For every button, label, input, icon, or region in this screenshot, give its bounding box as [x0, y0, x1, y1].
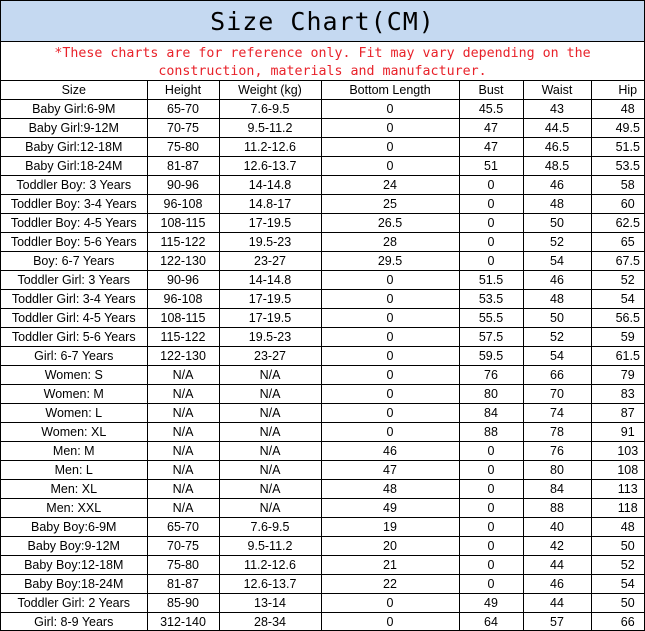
waist-cell: 74 [523, 404, 591, 423]
column-header-height: Height [147, 81, 219, 100]
bust-cell: 0 [459, 214, 523, 233]
hip-cell: 67.5 [591, 252, 645, 271]
size-cell: Men: XL [1, 480, 147, 499]
waist-cell: 54 [523, 347, 591, 366]
weight-cell: N/A [219, 423, 321, 442]
table-row [1, 499, 645, 518]
table-row [1, 233, 645, 252]
height-cell: 70-75 [147, 537, 219, 556]
waist-cell: 46.5 [523, 138, 591, 157]
hip-cell: 118 [591, 499, 645, 518]
weight-cell: 28-34 [219, 613, 321, 631]
height-cell: 70-75 [147, 119, 219, 138]
hip-cell: 53.5 [591, 157, 645, 176]
bust-cell: 0 [459, 233, 523, 252]
waist-cell: 42 [523, 537, 591, 556]
bust-cell: 53.5 [459, 290, 523, 309]
table-row [1, 176, 645, 195]
weight-cell: 13-14 [219, 594, 321, 613]
bottom-length-cell: 0 [321, 404, 459, 423]
table-row [1, 252, 645, 271]
weight-cell: 23-27 [219, 347, 321, 366]
weight-cell: 11.2-12.6 [219, 556, 321, 575]
waist-cell: 48 [523, 195, 591, 214]
hip-cell: 59 [591, 328, 645, 347]
size-cell: Women: XL [1, 423, 147, 442]
waist-cell: 50 [523, 309, 591, 328]
weight-cell: 11.2-12.6 [219, 138, 321, 157]
hip-cell: 108 [591, 461, 645, 480]
bust-cell: 47 [459, 138, 523, 157]
weight-cell: 17-19.5 [219, 309, 321, 328]
bottom-length-cell: 0 [321, 347, 459, 366]
hip-cell: 66 [591, 613, 645, 631]
hip-cell: 60 [591, 195, 645, 214]
bust-cell: 84 [459, 404, 523, 423]
size-cell: Toddler Girl: 5-6 Years [1, 328, 147, 347]
bust-cell: 0 [459, 442, 523, 461]
waist-cell: 44.5 [523, 119, 591, 138]
weight-cell: N/A [219, 366, 321, 385]
bust-cell: 64 [459, 613, 523, 631]
table-row [1, 119, 645, 138]
table-row [1, 347, 645, 366]
waist-cell: 40 [523, 518, 591, 537]
waist-cell: 50 [523, 214, 591, 233]
hip-cell: 91 [591, 423, 645, 442]
chart-title: Size Chart(CM) [1, 1, 644, 42]
table-row [1, 594, 645, 613]
table-row [1, 138, 645, 157]
bust-cell: 88 [459, 423, 523, 442]
table-row [1, 271, 645, 290]
bottom-length-cell: 49 [321, 499, 459, 518]
height-cell: N/A [147, 461, 219, 480]
table-row [1, 328, 645, 347]
table-row [1, 309, 645, 328]
hip-cell: 79 [591, 366, 645, 385]
waist-cell: 66 [523, 366, 591, 385]
height-cell: N/A [147, 423, 219, 442]
bust-cell: 51 [459, 157, 523, 176]
hip-cell: 62.5 [591, 214, 645, 233]
height-cell: 90-96 [147, 176, 219, 195]
height-cell: 96-108 [147, 195, 219, 214]
hip-cell: 65 [591, 233, 645, 252]
table-row [1, 537, 645, 556]
table-row [1, 461, 645, 480]
bottom-length-cell: 0 [321, 271, 459, 290]
table-row [1, 442, 645, 461]
waist-cell: 54 [523, 252, 591, 271]
bust-cell: 49 [459, 594, 523, 613]
weight-cell: 14-14.8 [219, 271, 321, 290]
bottom-length-cell: 0 [321, 594, 459, 613]
size-cell: Men: M [1, 442, 147, 461]
bust-cell: 0 [459, 176, 523, 195]
bust-cell: 0 [459, 252, 523, 271]
column-header-waist: Waist [523, 81, 591, 100]
weight-cell: N/A [219, 499, 321, 518]
waist-cell: 48.5 [523, 157, 591, 176]
waist-cell: 52 [523, 233, 591, 252]
bust-cell: 45.5 [459, 100, 523, 119]
height-cell: N/A [147, 366, 219, 385]
table-body [1, 100, 645, 631]
size-cell: Baby Girl:12-18M [1, 138, 147, 157]
waist-cell: 46 [523, 271, 591, 290]
bust-cell: 76 [459, 366, 523, 385]
waist-cell: 88 [523, 499, 591, 518]
column-header-size: Size [1, 81, 147, 100]
waist-cell: 84 [523, 480, 591, 499]
waist-cell: 80 [523, 461, 591, 480]
bust-cell: 0 [459, 480, 523, 499]
hip-cell: 54 [591, 290, 645, 309]
hip-cell: 52 [591, 556, 645, 575]
height-cell: N/A [147, 385, 219, 404]
bust-cell: 51.5 [459, 271, 523, 290]
bust-cell: 0 [459, 195, 523, 214]
size-cell: Baby Boy:18-24M [1, 575, 147, 594]
hip-cell: 54 [591, 575, 645, 594]
size-cell: Toddler Girl: 4-5 Years [1, 309, 147, 328]
table-row [1, 290, 645, 309]
weight-cell: N/A [219, 461, 321, 480]
hip-cell: 51.5 [591, 138, 645, 157]
waist-cell: 70 [523, 385, 591, 404]
height-cell: 108-115 [147, 214, 219, 233]
table-row [1, 157, 645, 176]
table-row [1, 613, 645, 631]
weight-cell: 17-19.5 [219, 290, 321, 309]
column-header-bottom-length: Bottom Length [321, 81, 459, 100]
waist-cell: 46 [523, 575, 591, 594]
height-cell: N/A [147, 480, 219, 499]
waist-cell: 43 [523, 100, 591, 119]
bottom-length-cell: 25 [321, 195, 459, 214]
bust-cell: 55.5 [459, 309, 523, 328]
size-cell: Toddler Boy: 4-5 Years [1, 214, 147, 233]
hip-cell: 83 [591, 385, 645, 404]
weight-cell: N/A [219, 404, 321, 423]
disclaimer-note: *These charts are for reference only. Fit may vary depending on the construction, materials and manufacturer. [1, 42, 644, 81]
height-cell: 90-96 [147, 271, 219, 290]
height-cell: 312-140 [147, 613, 219, 631]
size-cell: Men: L [1, 461, 147, 480]
size-cell: Baby Boy:9-12M [1, 537, 147, 556]
bottom-length-cell: 0 [321, 157, 459, 176]
bust-cell: 0 [459, 556, 523, 575]
table-row [1, 214, 645, 233]
size-cell: Girl: 6-7 Years [1, 347, 147, 366]
hip-cell: 48 [591, 518, 645, 537]
bottom-length-cell: 46 [321, 442, 459, 461]
weight-cell: 17-19.5 [219, 214, 321, 233]
weight-cell: 12.6-13.7 [219, 157, 321, 176]
weight-cell: 7.6-9.5 [219, 100, 321, 119]
bottom-length-cell: 47 [321, 461, 459, 480]
size-cell: Women: M [1, 385, 147, 404]
size-cell: Men: XXL [1, 499, 147, 518]
table-row [1, 100, 645, 119]
height-cell: 65-70 [147, 518, 219, 537]
weight-cell: 12.6-13.7 [219, 575, 321, 594]
size-cell: Toddler Girl: 3 Years [1, 271, 147, 290]
bottom-length-cell: 22 [321, 575, 459, 594]
column-header-weight: Weight (kg) [219, 81, 321, 100]
size-cell: Baby Boy:6-9M [1, 518, 147, 537]
height-cell: 75-80 [147, 556, 219, 575]
size-cell: Toddler Girl: 2 Years [1, 594, 147, 613]
weight-cell: 14.8-17 [219, 195, 321, 214]
hip-cell: 61.5 [591, 347, 645, 366]
table-row [1, 404, 645, 423]
weight-cell: 7.6-9.5 [219, 518, 321, 537]
height-cell: 81-87 [147, 575, 219, 594]
bottom-length-cell: 48 [321, 480, 459, 499]
size-cell: Baby Boy:12-18M [1, 556, 147, 575]
bottom-length-cell: 0 [321, 290, 459, 309]
hip-cell: 103 [591, 442, 645, 461]
table-row [1, 575, 645, 594]
size-cell: Women: S [1, 366, 147, 385]
table-row [1, 556, 645, 575]
size-table [1, 81, 645, 631]
size-cell: Baby Girl:18-24M [1, 157, 147, 176]
bottom-length-cell: 19 [321, 518, 459, 537]
size-cell: Women: L [1, 404, 147, 423]
height-cell: 81-87 [147, 157, 219, 176]
size-cell: Baby Girl:6-9M [1, 100, 147, 119]
bottom-length-cell: 0 [321, 613, 459, 631]
waist-cell: 52 [523, 328, 591, 347]
column-header-hip: Hip [591, 81, 645, 100]
bottom-length-cell: 26.5 [321, 214, 459, 233]
table-row [1, 423, 645, 442]
bottom-length-cell: 0 [321, 328, 459, 347]
bust-cell: 0 [459, 518, 523, 537]
bust-cell: 80 [459, 385, 523, 404]
table-header-row [1, 81, 645, 100]
bottom-length-cell: 0 [321, 423, 459, 442]
hip-cell: 58 [591, 176, 645, 195]
height-cell: 65-70 [147, 100, 219, 119]
column-header-bust: Bust [459, 81, 523, 100]
bust-cell: 0 [459, 461, 523, 480]
waist-cell: 46 [523, 176, 591, 195]
height-cell: N/A [147, 404, 219, 423]
size-cell: Girl: 8-9 Years [1, 613, 147, 631]
table-row [1, 518, 645, 537]
bust-cell: 0 [459, 499, 523, 518]
bottom-length-cell: 0 [321, 138, 459, 157]
height-cell: N/A [147, 499, 219, 518]
size-cell: Toddler Boy: 3 Years [1, 176, 147, 195]
weight-cell: 9.5-11.2 [219, 537, 321, 556]
bust-cell: 0 [459, 537, 523, 556]
height-cell: 115-122 [147, 328, 219, 347]
bottom-length-cell: 0 [321, 309, 459, 328]
hip-cell: 113 [591, 480, 645, 499]
size-cell: Toddler Boy: 5-6 Years [1, 233, 147, 252]
hip-cell: 52 [591, 271, 645, 290]
height-cell: 85-90 [147, 594, 219, 613]
waist-cell: 57 [523, 613, 591, 631]
waist-cell: 76 [523, 442, 591, 461]
bust-cell: 0 [459, 575, 523, 594]
hip-cell: 50 [591, 594, 645, 613]
height-cell: 96-108 [147, 290, 219, 309]
bottom-length-cell: 0 [321, 100, 459, 119]
weight-cell: N/A [219, 385, 321, 404]
hip-cell: 48 [591, 100, 645, 119]
weight-cell: 19.5-23 [219, 328, 321, 347]
hip-cell: 50 [591, 537, 645, 556]
weight-cell: N/A [219, 442, 321, 461]
bottom-length-cell: 21 [321, 556, 459, 575]
size-cell: Toddler Boy: 3-4 Years [1, 195, 147, 214]
bottom-length-cell: 0 [321, 119, 459, 138]
weight-cell: 9.5-11.2 [219, 119, 321, 138]
size-cell: Toddler Girl: 3-4 Years [1, 290, 147, 309]
weight-cell: N/A [219, 480, 321, 499]
bust-cell: 59.5 [459, 347, 523, 366]
height-cell: 115-122 [147, 233, 219, 252]
height-cell: 122-130 [147, 347, 219, 366]
height-cell: N/A [147, 442, 219, 461]
table-row [1, 385, 645, 404]
weight-cell: 19.5-23 [219, 233, 321, 252]
waist-cell: 78 [523, 423, 591, 442]
weight-cell: 14-14.8 [219, 176, 321, 195]
bottom-length-cell: 0 [321, 366, 459, 385]
height-cell: 108-115 [147, 309, 219, 328]
size-cell: Boy: 6-7 Years [1, 252, 147, 271]
hip-cell: 87 [591, 404, 645, 423]
waist-cell: 44 [523, 556, 591, 575]
waist-cell: 48 [523, 290, 591, 309]
table-row [1, 366, 645, 385]
bottom-length-cell: 29.5 [321, 252, 459, 271]
table-row [1, 480, 645, 499]
bottom-length-cell: 28 [321, 233, 459, 252]
height-cell: 75-80 [147, 138, 219, 157]
bust-cell: 57.5 [459, 328, 523, 347]
bottom-length-cell: 20 [321, 537, 459, 556]
bottom-length-cell: 24 [321, 176, 459, 195]
height-cell: 122-130 [147, 252, 219, 271]
waist-cell: 44 [523, 594, 591, 613]
bottom-length-cell: 0 [321, 385, 459, 404]
hip-cell: 56.5 [591, 309, 645, 328]
weight-cell: 23-27 [219, 252, 321, 271]
size-cell: Baby Girl:9-12M [1, 119, 147, 138]
hip-cell: 49.5 [591, 119, 645, 138]
table-row [1, 195, 645, 214]
bust-cell: 47 [459, 119, 523, 138]
